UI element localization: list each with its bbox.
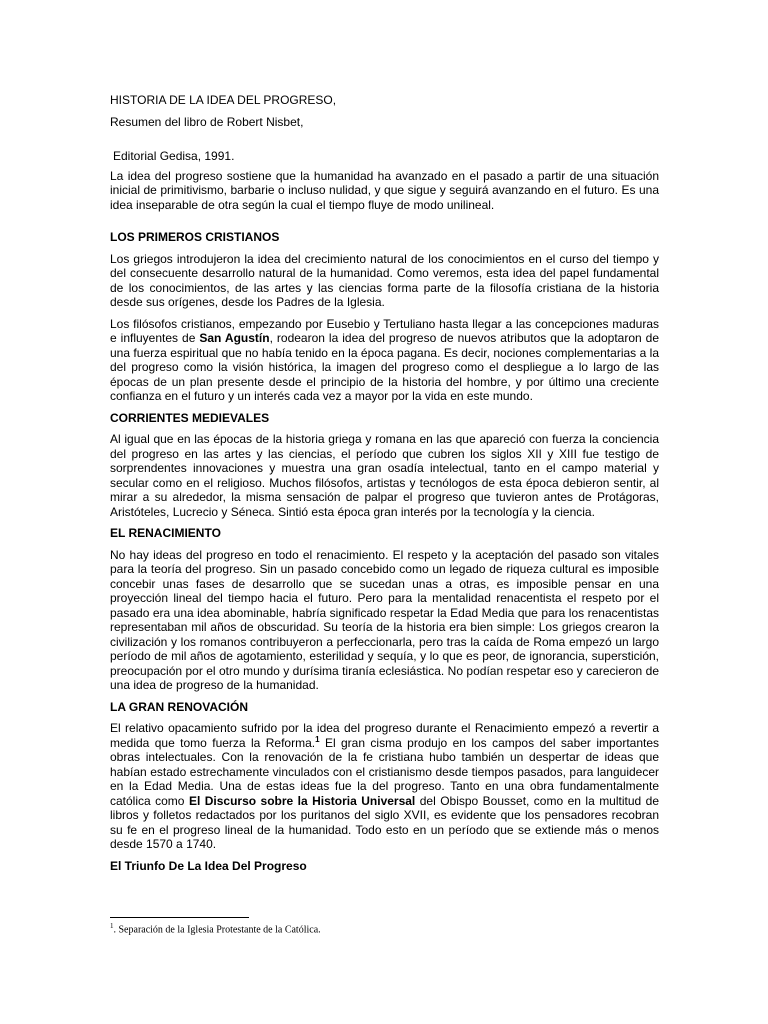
text-span: del Obispo Bousset, como en la multitud de libros y folletos redactados por los puritanos del siglo XVII, es evidente que los pensadores recobran su fe en el progreso lineal de la humanidad. Todo esto en un período que se extiende más o menos desde 1570 a 1740. [110,793,660,851]
primeros-cristianos-paragraph-2 [110,317,659,404]
intro-paragraph: La idea del progreso sostiene que la humanidad ha avanzado en el pasado a partir de una situación inicial de primitivismo, barbarie o incluso nulidad, y que sigue y seguirá avanzando en el futuro. Es una idea inseparable de otra según la cual el tiempo fluye de modo unilineal. [110,168,659,212]
text-span: Los filósofos cristianos, empezando por Eusebio y Tertuliano hasta llegar a las concepciones maduras e influyentes de [110,316,659,345]
footnote-text: . Separación de la Iglesia Protestante de la Católica. [113,924,321,936]
footnote [110,922,321,935]
section-heading-gran-renovacion: LA GRAN RENOVACIÓN [110,699,248,714]
footnote-separator [110,917,249,918]
section-heading-corrientes-medievales: CORRIENTES MEDIEVALES [110,410,270,425]
document-body [110,93,659,880]
document-title: HISTORIA DE LA IDEA DEL PROGRESO, [110,93,337,107]
text-span: , rodearon la idea del progreso de nuevos atributos que la adoptaron de una fuerza espiritual que no había tenido en la época pagana. Es decir, nociones complementarias a la del progreso como la visión histórica, la imagen del progreso como el despliegue a lo largo de las épocas de un plan presente desde el principio de la historia del hombre, y por último una creciente confianza en el futuro y un interés cada vez a mayor por la vida en este mundo. [110,331,659,403]
footnote-ref[interactable]: 1 [315,734,320,744]
gran-renovacion-paragraph [110,721,659,852]
publisher-line: Editorial Gedisa, 1991. [113,149,235,163]
document-subtitle: Resumen del libro de Robert Nisbet, [110,114,304,129]
section-heading-primeros-cristianos: LOS PRIMEROS CRISTIANOS [110,230,280,244]
section-heading-triunfo: El Triunfo De La Idea Del Progreso [110,858,307,873]
text-span: El relativo opacamiento sufrido por la idea del progreso durante el Renacimiento empezó a revertir a medida que tomo fuerza la Reforma. [110,721,659,750]
text-span: El gran cisma produjo en los campos del saber importantes obras intelectuales. Con la renovación de la fe cristiana hubo también un despertar de ideas que habían estado estrechamente vinculados con el cristianismo desde tiempos pasados, para languidecer en la Edad Media. Una de estas ideas fue la del progreso. Tanto en una obra fundamentalmente católica como [110,735,660,808]
corrientes-medievales-paragraph: Al igual que en las épocas de la historia griega y romana en las que apareció con fuerza la conciencia del progreso en las artes y las ciencias, el período que cubren los siglos XII y XIII fue testigo de sorprendentes innovaciones y muestra una gran osadía intelectual, tanto en el campo material y secular como en el religioso. Muchos filósofos, artistas y tecnólogos de esta época debieron sentir, al mirar a su alrededor, la misma sensación de palpar el progreso que tuvieron antes de Protágoras, Aristóteles, Lucrecio y Séneca. Sintió esta época gran interés por la tecnología y la ciencia. [110,432,659,519]
bold-discurso-title: El Discurso sobre la Historia Universal [188,793,416,808]
primeros-cristianos-paragraph-1: Los griegos introdujeron la idea del crecimiento natural de los conocimientos en el curso del tiempo y del consecuente desarrollo natural de la humanidad. Como veremos, esta idea del papel fundamental de los conocimientos, de las artes y las ciencias forma parte de la filosofía cristiana de la historia desde sus orígenes, desde los Padres de la Iglesia. [110,251,659,309]
renacimiento-paragraph: No hay ideas del progreso en todo el renacimiento. El respeto y la aceptación del pasado son vitales para la teoría del progreso. Sin un pasado concebido como un legado de riqueza cultural es imposible concebir unas fases de desarrollo que se sucedan unas a otras, es imposible pensar en una proyección lineal del tiempo hacia el futuro. Pero para la mentalidad renacentista el respeto por el pasado era una idea abominable, habría significado respetar la Edad Media que para los renacentistas representaban mil años de obscuridad. Su teoría de la historia era bien simple: Los griegos crearon la civilización y los romanos contribuyeron a perfeccionarla, pero tras la caída de Roma empezó un largo período de mil años de agotamiento, esterilidad y sequía, y lo que es peor, de ignorancia, superstición, preocupación por el otro mundo y durísima tiranía eclesiástica. No podían respetar eso y carecieron de una idea de progreso de la humanidad. [110,547,659,692]
bold-san-agustin: San Agustín [199,331,270,345]
section-heading-renacimiento: EL RENACIMIENTO [110,526,221,540]
footnote-mark: 1 [110,922,114,930]
